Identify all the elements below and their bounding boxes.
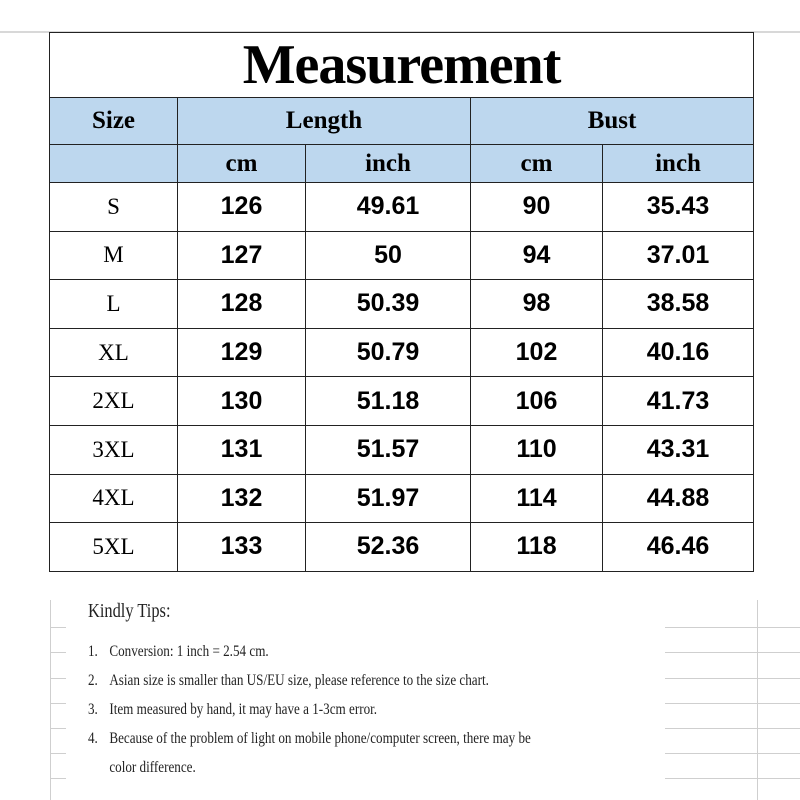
sheet-gridline xyxy=(50,728,66,729)
length-inch-cell: 50.39 xyxy=(306,280,471,329)
sheet-gridline xyxy=(50,600,51,800)
header-length-cm: cm xyxy=(178,145,306,183)
sheet-gridline xyxy=(50,753,66,754)
size-cell: S xyxy=(50,183,178,232)
sheet-gridline xyxy=(665,778,800,779)
size-cell: 2XL xyxy=(50,377,178,426)
length-cm-cell: 129 xyxy=(178,328,306,377)
length-inch-cell: 52.36 xyxy=(306,523,471,572)
tip-item xyxy=(88,753,531,782)
sheet-gridline xyxy=(665,678,800,679)
bust-cm-cell: 94 xyxy=(471,231,603,280)
bust-inch-cell: 41.73 xyxy=(603,377,754,426)
header-bust-inch: inch xyxy=(603,145,754,183)
sheet-gridline xyxy=(665,652,800,653)
length-cm-cell: 126 xyxy=(178,183,306,232)
length-cm-cell: 133 xyxy=(178,523,306,572)
bust-inch-cell: 46.46 xyxy=(603,523,754,572)
length-inch-cell: 51.18 xyxy=(306,377,471,426)
header-length: Length xyxy=(178,98,471,145)
length-inch-cell: 51.97 xyxy=(306,474,471,523)
tip-number: 2. xyxy=(88,672,98,689)
table-title: Measurement xyxy=(50,33,754,98)
length-cm-cell: 128 xyxy=(178,280,306,329)
length-inch-cell: 50 xyxy=(306,231,471,280)
table-row xyxy=(50,328,754,377)
length-cm-cell: 130 xyxy=(178,377,306,426)
tip-number: 4. xyxy=(88,730,98,747)
header-length-inch: inch xyxy=(306,145,471,183)
bust-inch-cell: 44.88 xyxy=(603,474,754,523)
size-cell: XL xyxy=(50,328,178,377)
length-inch-cell: 50.79 xyxy=(306,328,471,377)
size-cell: 5XL xyxy=(50,523,178,572)
sheet-gridline xyxy=(665,728,800,729)
tip-item xyxy=(88,724,531,753)
tip-text: Conversion: 1 inch = 2.54 cm. xyxy=(109,643,269,660)
length-cm-cell: 131 xyxy=(178,425,306,474)
header-size: Size xyxy=(50,98,178,145)
sheet-gridline xyxy=(50,678,66,679)
tip-text: color difference. xyxy=(109,759,196,776)
bust-cm-cell: 110 xyxy=(471,425,603,474)
tips-heading: Kindly Tips: xyxy=(88,600,171,622)
tip-item xyxy=(88,637,531,666)
size-cell: L xyxy=(50,280,178,329)
length-cm-cell: 132 xyxy=(178,474,306,523)
bust-cm-cell: 118 xyxy=(471,523,603,572)
table-row xyxy=(50,425,754,474)
bust-cm-cell: 102 xyxy=(471,328,603,377)
tip-text: Item measured by hand, it may have a 1-3cm error. xyxy=(109,701,378,718)
bust-cm-cell: 106 xyxy=(471,377,603,426)
sheet-gridline xyxy=(50,703,66,704)
bust-inch-cell: 38.58 xyxy=(603,280,754,329)
header-bust: Bust xyxy=(471,98,754,145)
sheet-gridline xyxy=(50,627,66,628)
tip-number: 3. xyxy=(88,701,98,718)
table-row xyxy=(50,474,754,523)
table-row xyxy=(50,377,754,426)
sheet-gridline xyxy=(665,703,800,704)
sheet-gridline xyxy=(50,652,66,653)
sheet-gridline xyxy=(50,778,66,779)
tip-item xyxy=(88,666,531,695)
table-row xyxy=(50,183,754,232)
size-chart-table xyxy=(49,32,754,572)
bust-inch-cell: 37.01 xyxy=(603,231,754,280)
sheet-gridline xyxy=(665,753,800,754)
tip-number: 1. xyxy=(88,643,98,660)
header-bust-cm: cm xyxy=(471,145,603,183)
size-cell: M xyxy=(50,231,178,280)
bust-cm-cell: 90 xyxy=(471,183,603,232)
bust-inch-cell: 40.16 xyxy=(603,328,754,377)
sheet-gridline xyxy=(757,600,758,800)
size-cell: 3XL xyxy=(50,425,178,474)
bust-inch-cell: 35.43 xyxy=(603,183,754,232)
length-inch-cell: 51.57 xyxy=(306,425,471,474)
table-row xyxy=(50,231,754,280)
size-cell: 4XL xyxy=(50,474,178,523)
tip-text: Asian size is smaller than US/EU size, please reference to the size chart. xyxy=(109,672,489,689)
kindly-tips xyxy=(88,600,531,782)
bust-inch-cell: 43.31 xyxy=(603,425,754,474)
table-row xyxy=(50,523,754,572)
header-blank xyxy=(50,145,178,183)
bust-cm-cell: 98 xyxy=(471,280,603,329)
bust-cm-cell: 114 xyxy=(471,474,603,523)
sheet-gridline xyxy=(665,627,800,628)
table-row xyxy=(50,280,754,329)
length-inch-cell: 49.61 xyxy=(306,183,471,232)
tip-text: Because of the problem of light on mobile phone/computer screen, there may be xyxy=(109,730,531,747)
length-cm-cell: 127 xyxy=(178,231,306,280)
tip-item xyxy=(88,695,531,724)
